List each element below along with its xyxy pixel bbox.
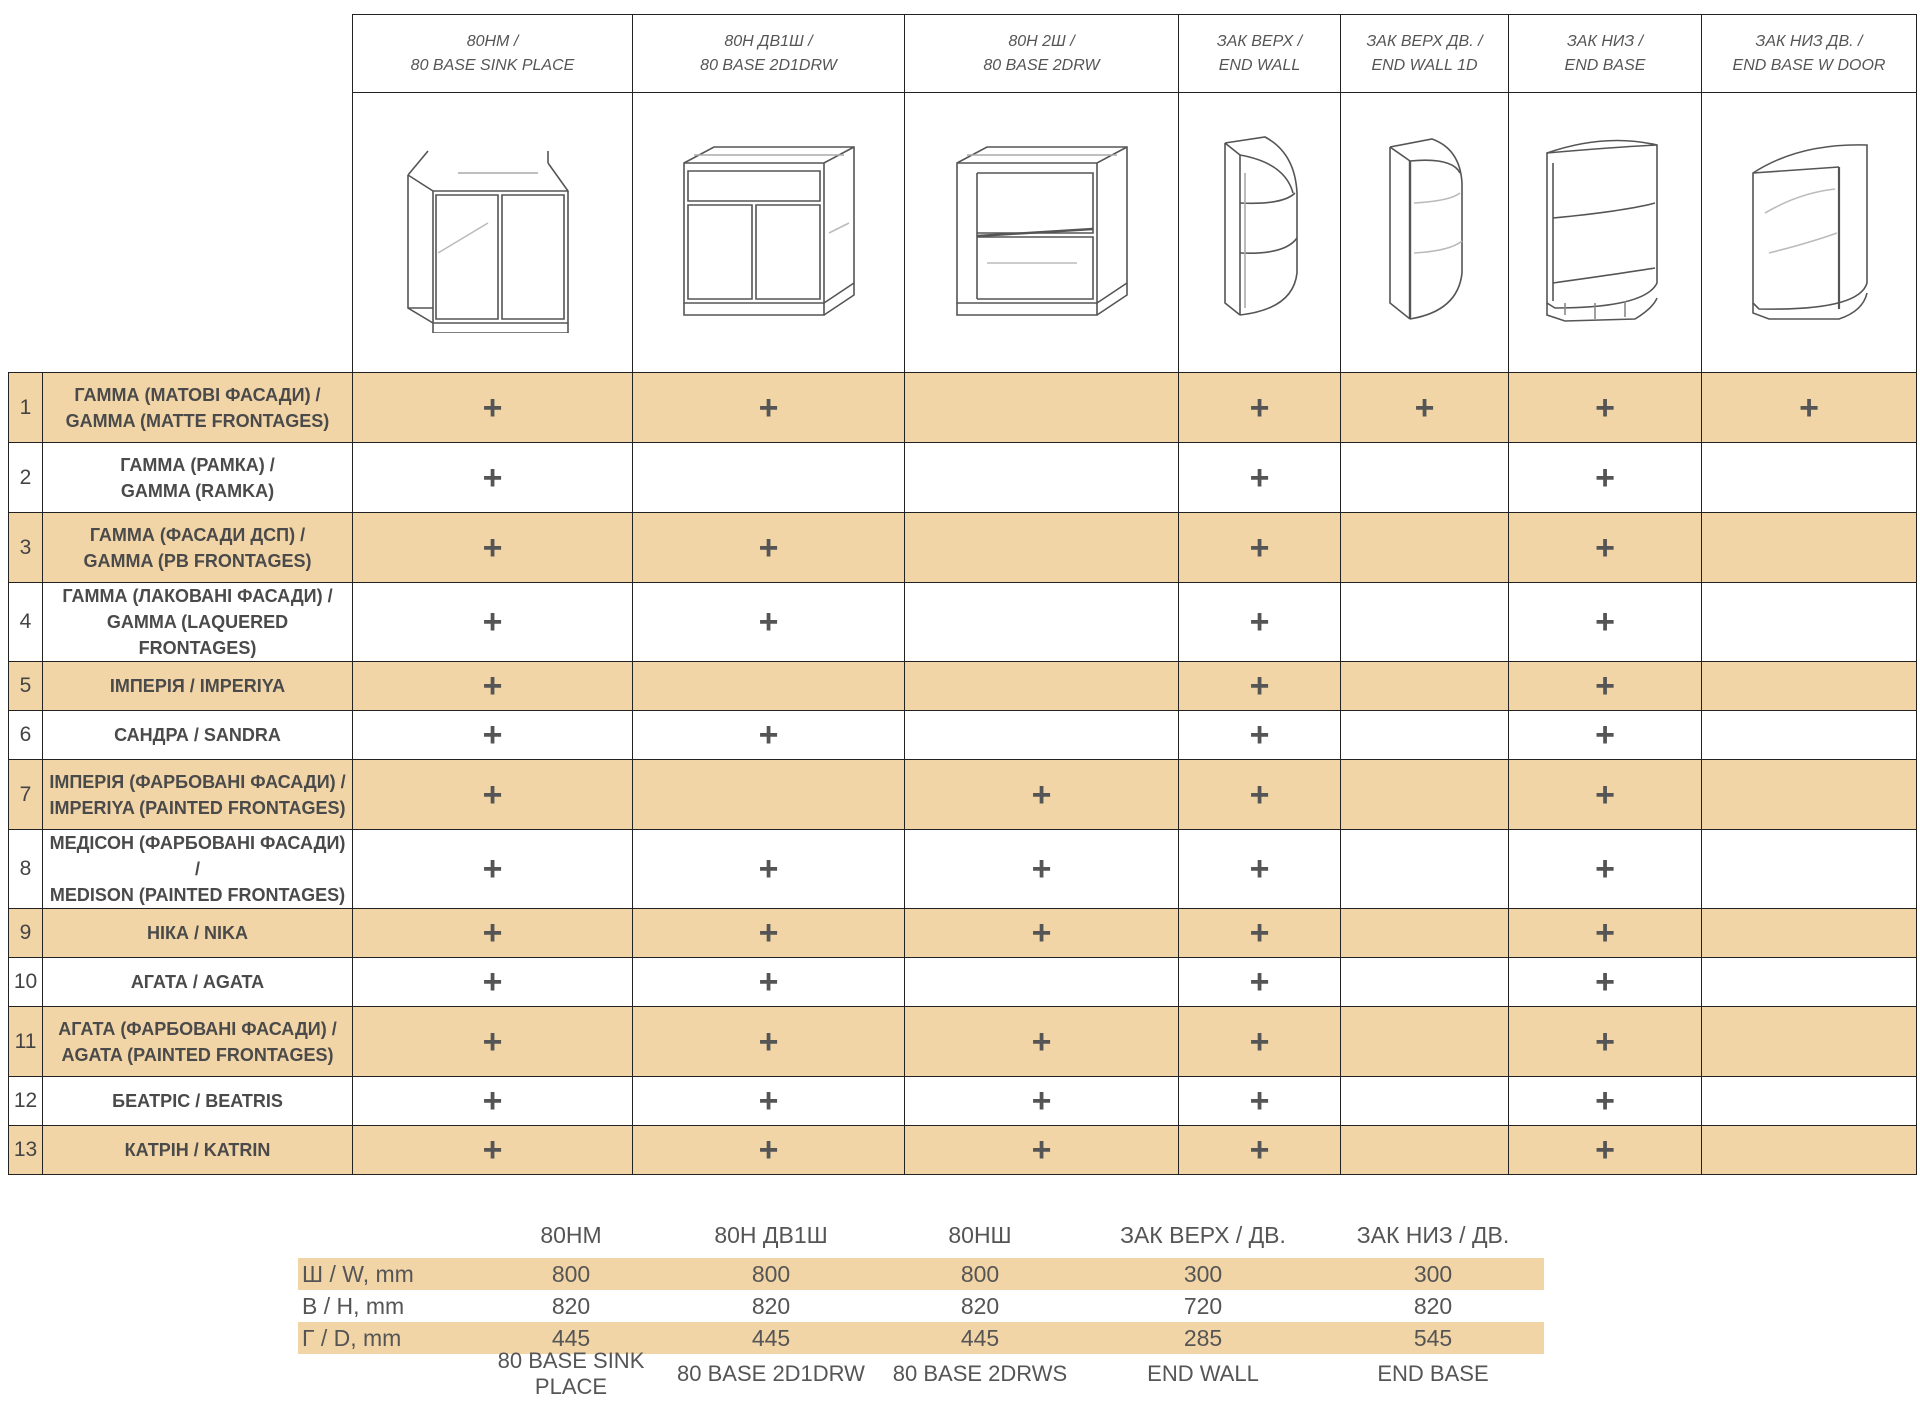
empty-cell: [633, 662, 905, 711]
availability-plus-mark: +: [1179, 909, 1341, 958]
dimensions-header: 80Н ДВ1Ш: [714, 1221, 828, 1248]
column-header: 80Н ДВ1Ш / 80 BASE 2D1DRW: [633, 15, 905, 93]
collection-name: [43, 583, 353, 662]
availability-plus-mark: +: [905, 830, 1179, 909]
table-row: [9, 711, 1917, 760]
collection-name-line1: ІМПЕРІЯ / IMPERIYA: [109, 676, 286, 696]
availability-plus-mark: +: [1179, 1077, 1341, 1126]
column-header: ЗАК НИЗ ДВ. / END BASE W DOOR: [1702, 15, 1917, 93]
availability-plus-mark: +: [905, 760, 1179, 830]
row-number: 1: [9, 373, 43, 443]
dimensions-footer: 80 BASE SINK PLACE: [497, 1348, 645, 1399]
header-row: [9, 15, 1917, 93]
column-header: ЗАК ВЕРХ ДВ. / END WALL 1D: [1341, 15, 1509, 93]
corner-blank: [9, 93, 353, 373]
dimension-value: 800: [551, 1260, 591, 1287]
empty-cell: [1341, 958, 1509, 1007]
dimensions-footer: 80 BASE 2D1DRW: [677, 1361, 865, 1386]
dimension-value: 545: [1413, 1324, 1453, 1351]
collection-name-line2: GAMMA (PB FRONTAGES): [83, 550, 312, 571]
availability-plus-mark: +: [905, 909, 1179, 958]
availability-plus-mark: +: [1509, 443, 1702, 513]
empty-cell: [1341, 760, 1509, 830]
table-row: [9, 443, 1917, 513]
availability-plus-mark: +: [633, 373, 905, 443]
column-header: ЗАК НИЗ / END BASE: [1509, 15, 1702, 93]
availability-plus-mark: +: [1179, 760, 1341, 830]
collection-name: [43, 1126, 353, 1175]
collection-name-line1: МЕДІСОН (ФАРБОВАНІ ФАСАДИ) /: [49, 833, 346, 879]
availability-plus-mark: +: [353, 662, 633, 711]
dimension-value: 300: [1413, 1260, 1453, 1287]
availability-plus-mark: +: [353, 711, 633, 760]
table-row: [9, 958, 1917, 1007]
empty-cell: [905, 958, 1179, 1007]
dimension-value: 720: [1183, 1292, 1223, 1319]
empty-cell: [1341, 830, 1509, 909]
collection-name: [43, 711, 353, 760]
dimensions-footer: END BASE: [1377, 1361, 1489, 1386]
empty-cell: [905, 443, 1179, 513]
availability-plus-mark: +: [1179, 513, 1341, 583]
availability-plus-mark: +: [1179, 373, 1341, 443]
empty-cell: [1341, 711, 1509, 760]
availability-plus-mark: +: [905, 1126, 1179, 1175]
dimension-value: 820: [960, 1292, 1000, 1319]
empty-cell: [1702, 513, 1917, 583]
collection-name: [43, 373, 353, 443]
empty-cell: [633, 760, 905, 830]
availability-plus-mark: +: [1341, 373, 1509, 443]
empty-cell: [905, 513, 1179, 583]
collection-name: [43, 1007, 353, 1077]
availability-plus-mark: +: [353, 958, 633, 1007]
dimensions-table: [298, 1212, 1544, 1399]
availability-plus-mark: +: [633, 513, 905, 583]
sink-base-cabinet-icon: [353, 93, 633, 373]
open-end-base-shelf-icon: [1509, 93, 1702, 373]
empty-cell: [1702, 958, 1917, 1007]
availability-plus-mark: +: [353, 1077, 633, 1126]
row-number: 6: [9, 711, 43, 760]
empty-cell: [1702, 662, 1917, 711]
availability-plus-mark: +: [1179, 1126, 1341, 1175]
collection-name: [43, 662, 353, 711]
empty-cell: [1702, 1077, 1917, 1126]
availability-plus-mark: +: [1509, 1077, 1702, 1126]
empty-cell: [1702, 443, 1917, 513]
dimension-value: 300: [1183, 1260, 1223, 1287]
availability-plus-mark: +: [1179, 583, 1341, 662]
availability-plus-mark: +: [633, 583, 905, 662]
collection-name-line1: ГАММА (ЛАКОВАНІ ФАСАДИ) /: [62, 586, 333, 606]
dimensions-row: [298, 1258, 1544, 1290]
empty-cell: [1341, 1126, 1509, 1175]
dimensions-header-row: [298, 1212, 1544, 1258]
dimension-value: 445: [960, 1324, 1000, 1351]
empty-cell: [905, 711, 1179, 760]
collection-name-line1: ГАММА (МАТОВІ ФАСАДИ) /: [74, 384, 321, 405]
availability-plus-mark: +: [353, 1007, 633, 1077]
availability-plus-mark: +: [353, 513, 633, 583]
open-end-wall-shelf-icon: [1179, 93, 1341, 373]
collection-name-line1: ГАММА (РАМКА) /: [120, 454, 275, 475]
table-row: [9, 1077, 1917, 1126]
dimension-value: 820: [1413, 1292, 1453, 1319]
availability-plus-mark: +: [353, 443, 633, 513]
table-row: [9, 760, 1917, 830]
dimensions-footer-row: [298, 1348, 1544, 1399]
door-drawer-base-cabinet-icon: [633, 93, 905, 373]
collection-name-line2: GAMMA (LAQUERED FRONTAGES): [106, 612, 289, 658]
row-number: 9: [9, 909, 43, 958]
collection-name-line2: AGATA (PAINTED FRONTAGES): [61, 1044, 334, 1065]
availability-plus-mark: +: [633, 1007, 905, 1077]
availability-plus-mark: +: [353, 760, 633, 830]
column-header: 80Н 2Ш / 80 BASE 2DRW: [905, 15, 1179, 93]
collection-name-line1: НІКА / NIKA: [147, 923, 248, 943]
availability-plus-mark: +: [905, 1007, 1179, 1077]
collection-name-line1: АГАТА / AGATA: [130, 972, 265, 992]
dimension-label: Г / D, mm: [302, 1324, 402, 1351]
availability-plus-mark: +: [1179, 830, 1341, 909]
matrix-body: [9, 373, 1917, 1175]
empty-cell: [1702, 583, 1917, 662]
availability-plus-mark: +: [633, 909, 905, 958]
dimensions-footer: 80 BASE 2DRWS: [892, 1361, 1068, 1386]
availability-plus-mark: +: [1179, 1007, 1341, 1077]
end-base-cabinet-door-icon: [1702, 93, 1917, 373]
dimensions-footer: END WALL: [1147, 1361, 1259, 1386]
empty-cell: [905, 662, 1179, 711]
table-row: [9, 1007, 1917, 1077]
availability-plus-mark: +: [1509, 760, 1702, 830]
empty-cell: [1341, 583, 1509, 662]
availability-plus-mark: +: [353, 1126, 633, 1175]
empty-cell: [1341, 909, 1509, 958]
dimensions-header: ЗАК ВЕРХ / ДВ.: [1120, 1221, 1286, 1248]
empty-cell: [1702, 1126, 1917, 1175]
empty-cell: [1341, 1007, 1509, 1077]
collection-name-line1: БЕАТРІС / BEATRIS: [112, 1091, 283, 1111]
availability-plus-mark: +: [353, 830, 633, 909]
end-wall-cabinet-door-icon: [1341, 93, 1509, 373]
availability-plus-mark: +: [1509, 373, 1702, 443]
row-number: 12: [9, 1077, 43, 1126]
row-number: 8: [9, 830, 43, 909]
availability-plus-mark: +: [633, 958, 905, 1007]
collection-name-line1: САНДРА / SANDRA: [114, 725, 281, 745]
dimensions-header: ЗАК НИЗ / ДВ.: [1356, 1221, 1510, 1248]
collection-name: [43, 958, 353, 1007]
empty-cell: [905, 583, 1179, 662]
row-number: 13: [9, 1126, 43, 1175]
availability-plus-mark: +: [1179, 443, 1341, 513]
availability-plus-mark: +: [353, 909, 633, 958]
dimension-value: 800: [960, 1260, 1000, 1287]
availability-plus-mark: +: [1179, 662, 1341, 711]
dimension-value: 820: [751, 1292, 791, 1319]
collection-name-line2: IMPERIYA (PAINTED FRONTAGES): [49, 797, 346, 818]
dimensions-row: [298, 1290, 1544, 1322]
availability-plus-mark: +: [1509, 909, 1702, 958]
row-number: 11: [9, 1007, 43, 1077]
availability-plus-mark: +: [633, 711, 905, 760]
collection-name-line2: MEDISON (PAINTED FRONTAGES): [49, 885, 346, 905]
empty-cell: [1702, 909, 1917, 958]
empty-cell: [1702, 830, 1917, 909]
row-number: 3: [9, 513, 43, 583]
table-row: [9, 513, 1917, 583]
availability-plus-mark: +: [353, 373, 633, 443]
availability-plus-mark: +: [1509, 1007, 1702, 1077]
collection-name-line2: GAMMA (RAMKA): [120, 480, 275, 501]
table-row: [9, 662, 1917, 711]
availability-plus-mark: +: [1509, 513, 1702, 583]
table-row: [9, 909, 1917, 958]
row-number: 2: [9, 443, 43, 513]
availability-plus-mark: +: [905, 1077, 1179, 1126]
collection-name: [43, 513, 353, 583]
availability-plus-mark: +: [633, 830, 905, 909]
empty-cell: [905, 373, 1179, 443]
empty-cell: [1702, 711, 1917, 760]
dimension-label: Ш / W, mm: [302, 1260, 414, 1287]
collection-name: [43, 443, 353, 513]
dimension-value: 445: [551, 1324, 591, 1351]
availability-plus-mark: +: [1509, 830, 1702, 909]
collection-name: [43, 909, 353, 958]
row-number: 4: [9, 583, 43, 662]
collection-name-line1: КАТРІН / KATRIN: [124, 1140, 271, 1160]
table-row: [9, 1126, 1917, 1175]
dimensions-header: 80НШ: [948, 1221, 1012, 1248]
collection-name-line2: GAMMA (MATTE FRONTAGES): [65, 410, 330, 431]
empty-cell: [1341, 662, 1509, 711]
empty-cell: [1341, 513, 1509, 583]
empty-cell: [1341, 443, 1509, 513]
dimensions-body: [298, 1258, 1544, 1354]
dimension-value: 800: [751, 1260, 791, 1287]
dimension-value: 445: [751, 1324, 791, 1351]
table-row: [9, 583, 1917, 662]
availability-plus-mark: +: [1509, 711, 1702, 760]
table-row: [9, 830, 1917, 909]
availability-plus-mark: +: [1702, 373, 1917, 443]
collection-name-line1: ГАММА (ФАСАДИ ДСП) /: [89, 524, 306, 545]
dimension-value: 285: [1183, 1324, 1223, 1351]
dimension-value: 820: [551, 1292, 591, 1319]
empty-cell: [1702, 760, 1917, 830]
dimension-label: В / H, mm: [302, 1292, 405, 1319]
collection-name: [43, 1077, 353, 1126]
compatibility-table: [8, 14, 1917, 1175]
availability-plus-mark: +: [1509, 583, 1702, 662]
availability-plus-mark: +: [1179, 958, 1341, 1007]
availability-plus-mark: +: [633, 1126, 905, 1175]
two-drawer-base-cabinet-icon: [905, 93, 1179, 373]
empty-cell: [633, 443, 905, 513]
empty-cell: [1341, 1077, 1509, 1126]
empty-cell: [1702, 1007, 1917, 1077]
availability-plus-mark: +: [1509, 662, 1702, 711]
column-header: 80НМ / 80 BASE SINK PLACE: [353, 15, 633, 93]
row-number: 7: [9, 760, 43, 830]
collection-name: [43, 760, 353, 830]
availability-plus-mark: +: [1509, 1126, 1702, 1175]
collection-name: [43, 830, 353, 909]
pictogram-row: [9, 93, 1917, 373]
row-number: 10: [9, 958, 43, 1007]
collection-name-line1: АГАТА (ФАРБОВАНІ ФАСАДИ) /: [58, 1018, 337, 1039]
availability-plus-mark: +: [353, 583, 633, 662]
column-header: ЗАК ВЕРХ / END WALL: [1179, 15, 1341, 93]
row-number: 5: [9, 662, 43, 711]
availability-plus-mark: +: [1509, 958, 1702, 1007]
availability-plus-mark: +: [633, 1077, 905, 1126]
dimensions-header: 80НМ: [540, 1221, 602, 1248]
availability-plus-mark: +: [1179, 711, 1341, 760]
collection-name-line1: ІМПЕРІЯ (ФАРБОВАНІ ФАСАДИ) /: [49, 771, 346, 792]
table-row: [9, 373, 1917, 443]
corner-blank: [9, 15, 353, 93]
